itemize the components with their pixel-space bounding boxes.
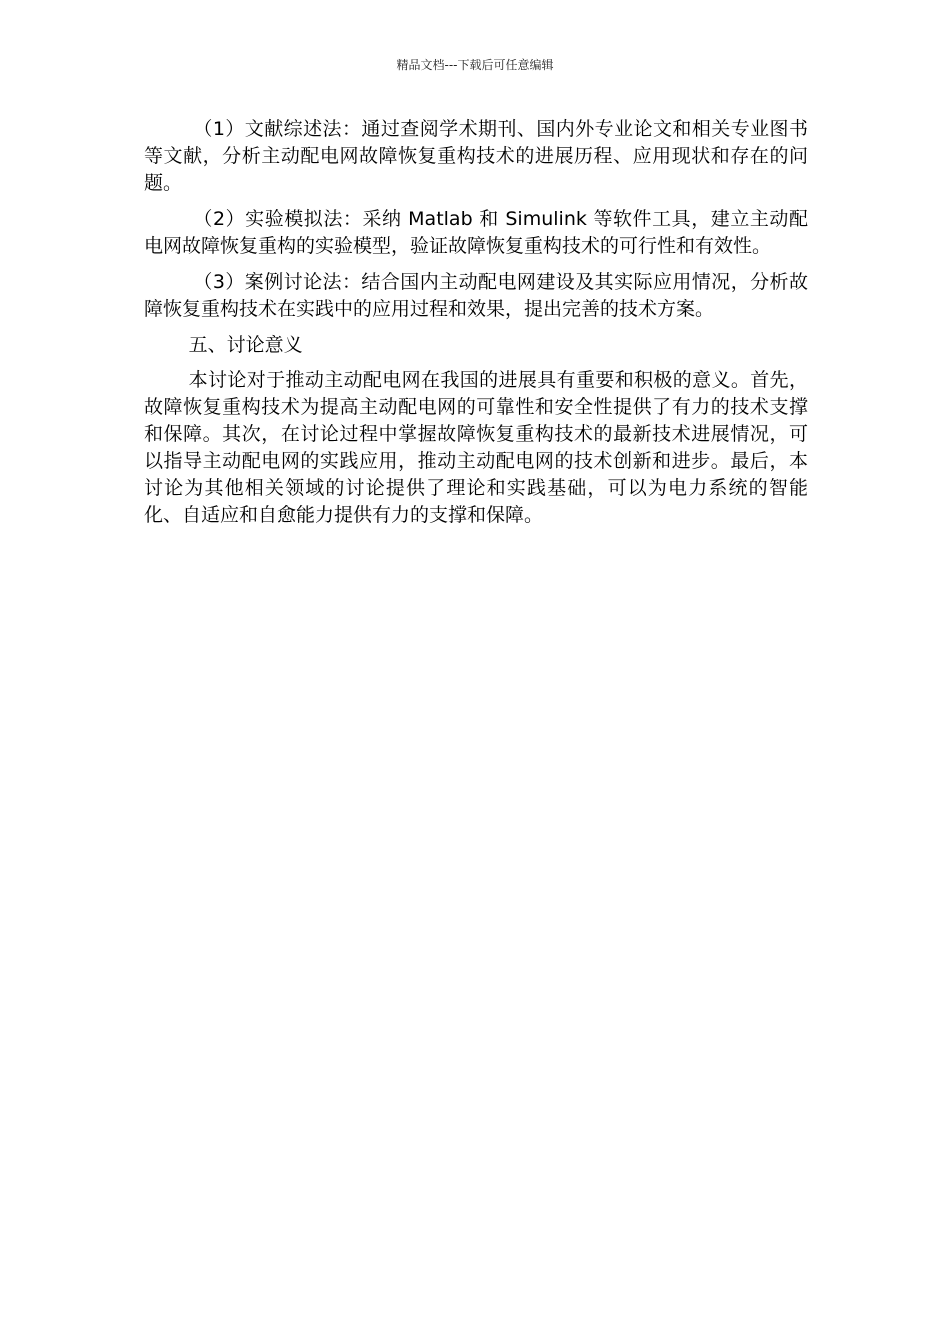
document-body <box>144 116 808 538</box>
method-paragraph-literature-review: （1）文献综述法：通过查阅学术期刊、国内外专业论文和相关专业图书等文献，分析主动配电网故障恢复重构技术的进展历程、应用现状和存在的问题。 <box>144 118 808 194</box>
page-header: 精品文档---下载后可任意编辑 <box>396 58 554 72</box>
section-heading-significance: 五、讨论意义 <box>188 334 303 356</box>
method-paragraph-case-study: （3）案例讨论法：结合国内主动配电网建设及其实际应用情况，分析故障恢复重构技术在实践中的应用过程和效果，提出完善的技术方案。 <box>144 271 808 320</box>
method-paragraph-experimental-simulation: （2）实验模拟法：采纳 Matlab 和 Simulink 等软件工具，建立主动配电网故障恢复重构的实验模型，验证故障恢复重构技术的可行性和有效性。 <box>144 208 808 257</box>
significance-paragraph: 本讨论对于推动主动配电网在我国的进展具有重要和积极的意义。首先，故障恢复重构技术为提高主动配电网的可靠性和安全性提供了有力的技术支撑和保障。其次，在讨论过程中掌握故障恢复重构技术的最新技术进展情况，可以指导主动配电网的实践应用，推动主动配电网的技术创新和进步。最后，本讨论为其他相关领域的讨论提供了理论和实践基础，可以为电力系统的智能化、自适应和自愈能力提供有力的支撑和保障。 <box>144 369 808 526</box>
